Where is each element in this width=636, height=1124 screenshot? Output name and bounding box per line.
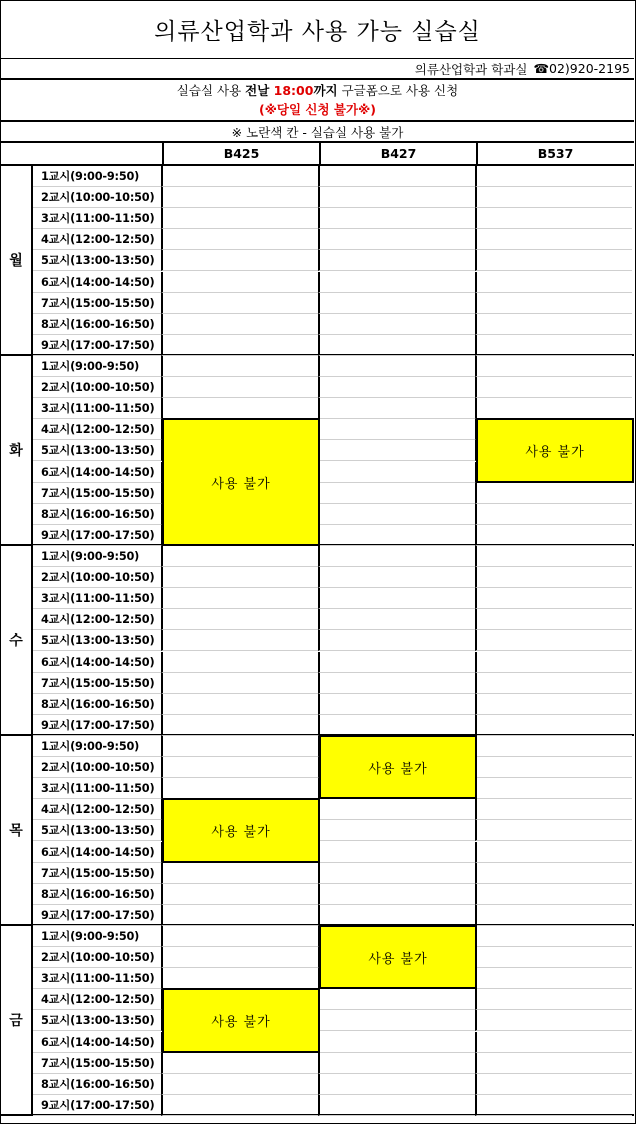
slot-cell-b427[interactable]: [318, 863, 475, 884]
slot-cell-b427[interactable]: [318, 377, 475, 398]
room-header-b427: B427: [319, 143, 476, 164]
slot-cell-b427[interactable]: [318, 1074, 475, 1095]
period-label: 9교시(17:00-17:50): [33, 1095, 163, 1116]
slot-cell-b427[interactable]: [318, 567, 475, 588]
slot-cell-b427[interactable]: [318, 609, 475, 630]
day-block: [1, 546, 634, 736]
slot-cell-b425[interactable]: [161, 757, 318, 778]
room-header-row: [1, 143, 634, 166]
unavailable-block: 사용 불가: [162, 798, 320, 863]
slot-cell-b427[interactable]: [318, 842, 475, 863]
period-label: 7교시(15:00-15:50): [33, 673, 163, 694]
slot-cell-b425[interactable]: [161, 314, 318, 335]
period-label: 3교시(11:00-11:50): [33, 968, 163, 989]
period-label: 5교시(13:00-13:50): [33, 820, 163, 841]
slot-cell-b427[interactable]: [318, 673, 475, 694]
slot-cell-b425[interactable]: [161, 335, 318, 356]
slot-cell-b425[interactable]: [161, 863, 318, 884]
slot-cell-b425[interactable]: [161, 630, 318, 651]
slot-cell-b537[interactable]: [475, 609, 632, 630]
slot-cell-b537[interactable]: [475, 504, 632, 525]
slot-cell-b537[interactable]: [475, 842, 632, 863]
slot-cell-b425[interactable]: [161, 778, 318, 799]
slot-cell-b427[interactable]: [318, 799, 475, 820]
slot-cell-b537[interactable]: [475, 1010, 632, 1031]
slot-cell-b537[interactable]: [475, 293, 632, 314]
slot-cell-b425[interactable]: [161, 715, 318, 736]
slot-cell-b537[interactable]: [475, 799, 632, 820]
slot-cell-b537[interactable]: [475, 356, 632, 377]
period-label: 2교시(10:00-10:50): [33, 567, 163, 588]
unavailable-block: 사용 불가: [319, 735, 477, 799]
slot-cell-b425[interactable]: [161, 926, 318, 947]
slot-cell-b537[interactable]: [475, 694, 632, 715]
slot-cell-b425[interactable]: [161, 187, 318, 208]
slot-cell-b427[interactable]: [318, 440, 475, 461]
slot-cell-b537[interactable]: [475, 884, 632, 905]
slot-cell-b425[interactable]: [161, 884, 318, 905]
day-label: 월: [1, 166, 33, 354]
slot-cell-b427[interactable]: [318, 293, 475, 314]
period-label: 3교시(11:00-11:50): [33, 398, 163, 419]
room-header-b425: B425: [162, 143, 319, 164]
period-label: 1교시(9:00-9:50): [33, 356, 163, 377]
slot-cell-b427[interactable]: [318, 715, 475, 736]
period-label: 5교시(13:00-13:50): [33, 250, 163, 271]
period-label: 7교시(15:00-15:50): [33, 483, 163, 504]
period-label: 9교시(17:00-17:50): [33, 335, 163, 356]
slot-cell-b537[interactable]: [475, 250, 632, 271]
period-label: 5교시(13:00-13:50): [33, 440, 163, 461]
slot-cell-b427[interactable]: [318, 1053, 475, 1074]
period-label: 9교시(17:00-17:50): [33, 715, 163, 736]
slot-cell-b537[interactable]: [475, 377, 632, 398]
slot-cell-b427[interactable]: [318, 820, 475, 841]
period-label: 4교시(12:00-12:50): [33, 989, 163, 1010]
slot-cell-b537[interactable]: [475, 588, 632, 609]
day-block: [1, 926, 634, 1116]
period-label: 7교시(15:00-15:50): [33, 293, 163, 314]
unavailable-block: 사용 불가: [162, 988, 320, 1053]
slot-cell-b425[interactable]: [161, 588, 318, 609]
slot-cell-b425[interactable]: [161, 567, 318, 588]
slot-cell-b537[interactable]: [475, 546, 632, 567]
slot-cell-b425[interactable]: [161, 652, 318, 673]
slot-cell-b537[interactable]: [475, 1032, 632, 1053]
slot-cell-b425[interactable]: [161, 166, 318, 187]
period-label: 8교시(16:00-16:50): [33, 1074, 163, 1095]
unavailable-block: 사용 불가: [476, 418, 634, 483]
slot-cell-b427[interactable]: [318, 187, 475, 208]
notice-deadline-time: 18:00: [273, 83, 314, 98]
period-label: 7교시(15:00-15:50): [33, 1053, 163, 1074]
slot-cell-b427[interactable]: [318, 1095, 475, 1116]
slot-cell-b427[interactable]: [318, 989, 475, 1010]
slot-cell-b427[interactable]: [318, 462, 475, 483]
slot-cell-b537[interactable]: [475, 1095, 632, 1116]
slot-cell-b537[interactable]: [475, 272, 632, 293]
slot-cell-b427[interactable]: [318, 504, 475, 525]
slot-cell-b537[interactable]: [475, 1074, 632, 1095]
slot-cell-b537[interactable]: [475, 652, 632, 673]
notice-prefix: 실습실 사용: [176, 83, 246, 98]
slot-cell-b537[interactable]: [475, 314, 632, 335]
slot-cell-b427[interactable]: [318, 630, 475, 651]
slot-cell-b427[interactable]: [318, 588, 475, 609]
slot-cell-b537[interactable]: [475, 736, 632, 757]
slot-cell-b537[interactable]: [475, 989, 632, 1010]
slot-cell-b425[interactable]: [161, 968, 318, 989]
slot-cell-b537[interactable]: [475, 525, 632, 546]
slot-cell-b425[interactable]: [161, 229, 318, 250]
period-label: 6교시(14:00-14:50): [33, 1032, 163, 1053]
day-block: [1, 736, 634, 926]
notice-day-before: 전날: [245, 83, 274, 98]
slot-cell-b425[interactable]: [161, 546, 318, 567]
slot-cell-b427[interactable]: [318, 884, 475, 905]
slot-cell-b537[interactable]: [475, 166, 632, 187]
page-title: 의류산업학과 사용 가능 실습실: [1, 1, 634, 59]
slot-cell-b537[interactable]: [475, 863, 632, 884]
period-label: 5교시(13:00-13:50): [33, 1010, 163, 1031]
slot-cell-b425[interactable]: [161, 377, 318, 398]
slot-cell-b537[interactable]: [475, 567, 632, 588]
legend: ※ 노란색 칸 - 실습실 사용 불가: [1, 122, 634, 143]
slot-cell-b427[interactable]: [318, 546, 475, 567]
slot-cell-b537[interactable]: [475, 1053, 632, 1074]
slot-cell-b425[interactable]: [161, 272, 318, 293]
slot-cell-b427[interactable]: [318, 356, 475, 377]
slot-cell-b425[interactable]: [161, 905, 318, 926]
period-label: 4교시(12:00-12:50): [33, 229, 163, 250]
slot-cell-b537[interactable]: [475, 398, 632, 419]
slot-cell-b425[interactable]: [161, 208, 318, 229]
slot-cell-b427[interactable]: [318, 694, 475, 715]
period-label: 1교시(9:00-9:50): [33, 926, 163, 947]
slot-cell-b537[interactable]: [475, 715, 632, 736]
period-label: 3교시(11:00-11:50): [33, 208, 163, 229]
slot-cell-b427[interactable]: [318, 652, 475, 673]
day-block: [1, 356, 634, 546]
slot-cell-b537[interactable]: [475, 947, 632, 968]
phone-number: ☎02)920-2195: [533, 61, 630, 76]
dept-office-label: 의류산업학과 학과실: [414, 61, 528, 77]
dept-contact-row: [1, 59, 634, 80]
period-label: 4교시(12:00-12:50): [33, 799, 163, 820]
slot-cell-b425[interactable]: [161, 947, 318, 968]
slot-cell-b537[interactable]: [475, 229, 632, 250]
day-label: 목: [1, 736, 33, 924]
notice-line: [1, 81, 634, 100]
slot-cell-b425[interactable]: [161, 736, 318, 757]
slot-cell-b537[interactable]: [475, 208, 632, 229]
slot-cell-b425[interactable]: [161, 673, 318, 694]
period-label: 2교시(10:00-10:50): [33, 377, 163, 398]
slot-cell-b425[interactable]: [161, 609, 318, 630]
notice-until: 까지: [313, 83, 338, 98]
slot-cell-b427[interactable]: [318, 398, 475, 419]
slot-cell-b425[interactable]: [161, 398, 318, 419]
slot-cell-b427[interactable]: [318, 525, 475, 546]
period-label: 8교시(16:00-16:50): [33, 504, 163, 525]
slot-cell-b427[interactable]: [318, 166, 475, 187]
slot-cell-b427[interactable]: [318, 314, 475, 335]
notice-warning: (※당일 신청 불가※): [259, 102, 376, 117]
period-label: 6교시(14:00-14:50): [33, 652, 163, 673]
period-label: 4교시(12:00-12:50): [33, 419, 163, 440]
period-label: 4교시(12:00-12:50): [33, 609, 163, 630]
period-label: 6교시(14:00-14:50): [33, 272, 163, 293]
slot-cell-b537[interactable]: [475, 778, 632, 799]
slot-cell-b537[interactable]: [475, 926, 632, 947]
slot-cell-b427[interactable]: [318, 250, 475, 271]
period-label: 5교시(13:00-13:50): [33, 630, 163, 651]
unavailable-block: 사용 불가: [162, 418, 320, 546]
period-label: 2교시(10:00-10:50): [33, 187, 163, 208]
period-label: 8교시(16:00-16:50): [33, 694, 163, 715]
slot-cell-b537[interactable]: [475, 757, 632, 778]
slot-cell-b427[interactable]: [318, 1032, 475, 1053]
period-label: 7교시(15:00-15:50): [33, 863, 163, 884]
notice-suffix: 구글폼으로 사용 신청: [337, 83, 459, 98]
day-block: [1, 166, 634, 356]
slot-cell-b425[interactable]: [161, 1074, 318, 1095]
slot-cell-b537[interactable]: [475, 630, 632, 651]
period-label: 1교시(9:00-9:50): [33, 546, 163, 567]
slot-cell-b537[interactable]: [475, 820, 632, 841]
day-label: 화: [1, 356, 33, 544]
slot-cell-b537[interactable]: [475, 673, 632, 694]
period-label: 9교시(17:00-17:50): [33, 905, 163, 926]
period-label: 3교시(11:00-11:50): [33, 778, 163, 799]
slot-cell-b427[interactable]: [318, 229, 475, 250]
period-label: 6교시(14:00-14:50): [33, 462, 163, 483]
slot-cell-b425[interactable]: [161, 293, 318, 314]
period-label: 3교시(11:00-11:50): [33, 588, 163, 609]
slot-cell-b427[interactable]: [318, 335, 475, 356]
slot-cell-b425[interactable]: [161, 694, 318, 715]
slot-cell-b427[interactable]: [318, 208, 475, 229]
slot-cell-b425[interactable]: [161, 356, 318, 377]
slot-cell-b537[interactable]: [475, 187, 632, 208]
period-label: 2교시(10:00-10:50): [33, 757, 163, 778]
day-label: 수: [1, 546, 33, 734]
room-header-b537: B537: [476, 143, 633, 164]
period-label: 8교시(16:00-16:50): [33, 884, 163, 905]
period-label: 2교시(10:00-10:50): [33, 947, 163, 968]
period-label: 1교시(9:00-9:50): [33, 166, 163, 187]
slot-cell-b537[interactable]: [475, 905, 632, 926]
slot-cell-b427[interactable]: [318, 1010, 475, 1031]
slot-cell-b427[interactable]: [318, 905, 475, 926]
period-label: 6교시(14:00-14:50): [33, 842, 163, 863]
slot-cell-b537[interactable]: [475, 968, 632, 989]
slot-cell-b537[interactable]: [475, 483, 632, 504]
unavailable-block: 사용 불가: [319, 925, 477, 989]
period-label: 8교시(16:00-16:50): [33, 314, 163, 335]
period-label: 9교시(17:00-17:50): [33, 525, 163, 546]
usage-notice: [1, 80, 634, 122]
slot-cell-b427[interactable]: [318, 272, 475, 293]
day-label: 금: [1, 926, 33, 1114]
period-label: 1교시(9:00-9:50): [33, 736, 163, 757]
slot-cell-b425[interactable]: [161, 1053, 318, 1074]
slot-cell-b427[interactable]: [318, 419, 475, 440]
slot-cell-b425[interactable]: [161, 1095, 318, 1116]
slot-cell-b425[interactable]: [161, 250, 318, 271]
slot-cell-b427[interactable]: [318, 483, 475, 504]
slot-cell-b537[interactable]: [475, 335, 632, 356]
